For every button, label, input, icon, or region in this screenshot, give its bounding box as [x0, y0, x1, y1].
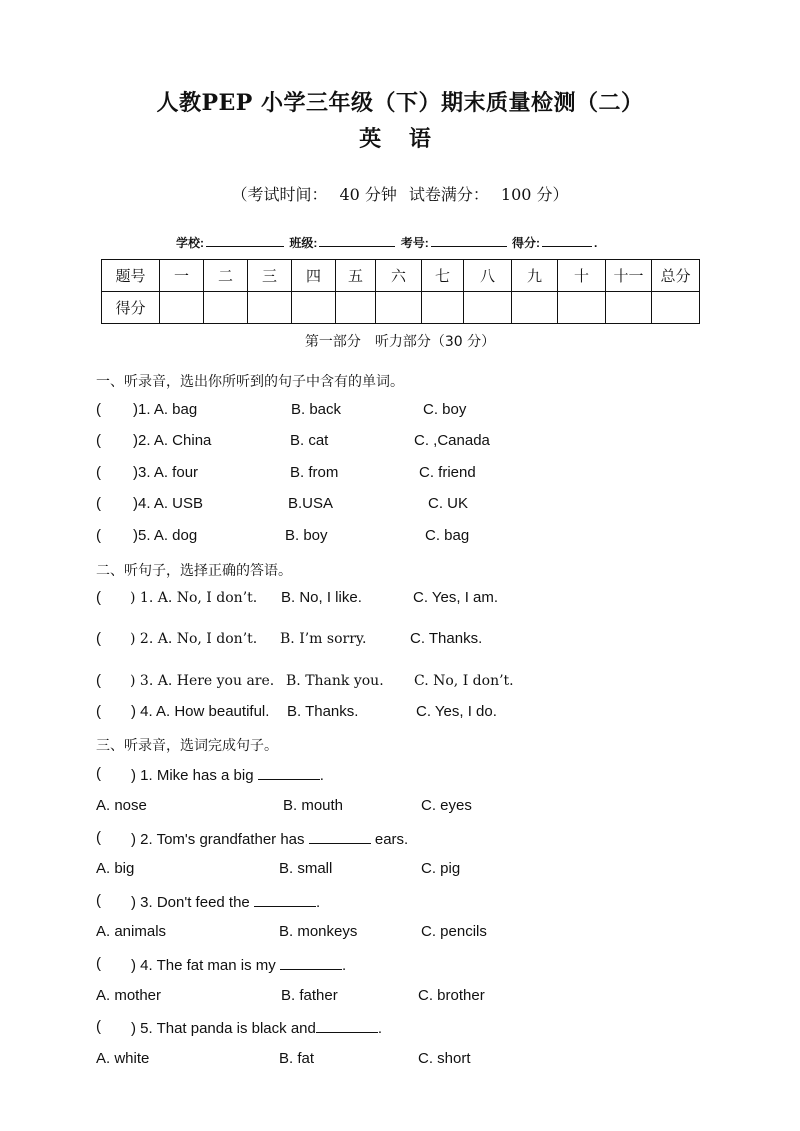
part-one-heading: 第一部分 听力部分（30 分） — [304, 334, 496, 350]
s3-q2-after: ears. — [374, 831, 409, 848]
s3-q3-opt-b: B. monkeys — [279, 923, 358, 940]
s3-q5-blank[interactable] — [316, 1018, 378, 1033]
section-2-title: 二、听句子，选择正确的答语。 — [96, 563, 292, 579]
s2-q3-a: ) 3. A. Here you are. — [130, 673, 275, 689]
s2-q2-a: ) 2. A. No, I don’t. — [130, 631, 258, 647]
score-table-header-row — [102, 260, 700, 292]
score-table-score-row — [102, 292, 700, 324]
s1-q5-c: C. bag — [425, 527, 470, 544]
score-cell[interactable] — [248, 292, 292, 324]
column-header: 十一 — [606, 260, 652, 292]
s3-q3-blank[interactable] — [254, 892, 316, 907]
s1-q2-paren[interactable]: ( — [96, 432, 101, 449]
column-header: 九 — [512, 260, 558, 292]
s2-q1-paren[interactable]: ( — [96, 589, 101, 606]
s3-q2-opt-b: B. small — [279, 860, 333, 877]
column-header: 八 — [464, 260, 512, 292]
time-prefix: （考试时间： — [231, 185, 328, 204]
s1-q4-b: B.USA — [288, 495, 334, 512]
class-field[interactable] — [319, 234, 395, 247]
column-header: 一 — [160, 260, 204, 292]
score-label: 试卷满分： — [408, 185, 489, 204]
s1-q2-c: C. ,Canada — [414, 432, 490, 449]
column-header: 四 — [292, 260, 336, 292]
s1-q3-paren[interactable]: ( — [96, 464, 101, 481]
score-row-label: 得分 — [102, 292, 160, 324]
column-header: 三 — [248, 260, 292, 292]
question-number-label: 题号 — [102, 260, 160, 292]
s3-q4-opt-b: B. father — [281, 987, 338, 1004]
s1-q5-paren[interactable]: ( — [96, 527, 101, 544]
exam-title: 人教PEP 小学三年级（下）期末质量检测（二） — [156, 90, 644, 116]
s3-q3-opt-c: C. pencils — [421, 923, 487, 940]
column-header: 二 — [204, 260, 248, 292]
exam-subject: 英 语 — [359, 126, 441, 152]
s3-q1-opt-b: B. mouth — [283, 797, 344, 814]
score-value: 100 分） — [500, 185, 569, 204]
s1-q4-a: )4. A. USB — [133, 495, 204, 512]
s1-q1-b: B. back — [291, 401, 342, 418]
s3-q1-stem — [131, 765, 324, 784]
s2-q2-b: B. I’m sorry. — [280, 631, 367, 647]
column-header: 总分 — [652, 260, 700, 292]
s2-q3-b: B. Thank you. — [286, 673, 384, 689]
s1-q4-paren[interactable]: ( — [96, 495, 101, 512]
s1-q3-a: )3. A. four — [133, 464, 199, 481]
student-info-line — [176, 234, 597, 251]
s3-q1-opt-a: A. nose — [96, 797, 147, 814]
s1-q1-c: C. boy — [423, 401, 467, 418]
s3-q4-opt-a: A. mother — [96, 987, 162, 1004]
score-cell[interactable] — [464, 292, 512, 324]
s3-q1-stem-text: ) 1. Mike has a big — [131, 767, 254, 784]
s3-q3-after: . — [315, 894, 321, 911]
column-header: 六 — [376, 260, 422, 292]
s1-q1-paren[interactable]: ( — [96, 401, 101, 418]
score-cell[interactable] — [376, 292, 422, 324]
s1-q4-c: C. UK — [428, 495, 469, 512]
s3-q2-opt-a: A. big — [96, 860, 135, 877]
s2-q2-paren[interactable]: ( — [96, 630, 101, 647]
s3-q5-opt-a: A. white — [96, 1050, 150, 1067]
school-field[interactable] — [206, 234, 284, 247]
s3-q4-paren[interactable]: ( — [96, 955, 101, 972]
s3-q4-opt-c: C. brother — [418, 987, 485, 1004]
s3-q5-opt-c: C. short — [418, 1050, 471, 1067]
score-cell[interactable] — [652, 292, 700, 324]
column-header: 十 — [558, 260, 606, 292]
score-cell[interactable] — [606, 292, 652, 324]
s3-q5-opt-b: B. fat — [279, 1050, 315, 1067]
s3-q1-opt-c: C. eyes — [421, 797, 472, 814]
s3-q2-paren[interactable]: ( — [96, 829, 101, 846]
s2-q4-paren[interactable]: ( — [96, 703, 101, 720]
s3-q1-blank[interactable] — [258, 765, 320, 780]
score-cell[interactable] — [512, 292, 558, 324]
s1-q2-b: B. cat — [290, 432, 329, 449]
section-1-title: 一、听录音，选出你所听到的句子中含有的单词。 — [96, 374, 404, 390]
s1-q5-b: B. boy — [285, 527, 328, 544]
score-cell[interactable] — [204, 292, 248, 324]
s3-q2-opt-c: C. pig — [421, 860, 461, 877]
s3-q2-blank[interactable] — [309, 829, 371, 844]
s3-q2-stem — [131, 829, 408, 848]
s3-q5-stem — [131, 1018, 382, 1037]
score-cell[interactable] — [558, 292, 606, 324]
score-field-label: 得分: — [512, 236, 541, 250]
school-label: 学校: — [176, 236, 204, 250]
s1-q2-a: )2. A. China — [133, 432, 212, 449]
s3-q2-stem-text: ) 2. Tom's grandfather has — [131, 831, 305, 848]
score-cell[interactable] — [160, 292, 204, 324]
exam-time-info — [0, 182, 800, 205]
s3-q5-paren[interactable]: ( — [96, 1018, 101, 1035]
s2-q3-c: C. No, I don’t. — [414, 673, 514, 689]
s3-q5-after: . — [377, 1020, 383, 1037]
s3-q4-after: . — [341, 957, 347, 974]
exam-no-label: 考号: — [400, 236, 429, 250]
time-value: 40 分钟 — [339, 185, 397, 204]
s2-q4-b: B. Thanks. — [287, 703, 359, 720]
s3-q3-stem-text: ) 3. Don't feed the — [131, 894, 250, 911]
score-cell[interactable] — [422, 292, 464, 324]
s2-q4-a: ) 4. A. How beautiful. — [131, 703, 270, 720]
score-cell[interactable] — [336, 292, 376, 324]
section-3-title: 三、听录音，选词完成句子。 — [96, 738, 278, 754]
s1-q3-c: C. friend — [419, 464, 476, 481]
class-label: 班级: — [289, 236, 318, 250]
s1-q1-a: )1. A. bag — [133, 401, 198, 418]
s2-q1-c: C. Yes, I am. — [413, 589, 499, 606]
s3-q5-stem-text: ) 5. That panda is black and — [131, 1020, 316, 1037]
s3-q4-blank[interactable] — [280, 955, 342, 970]
score-field[interactable] — [542, 234, 592, 247]
column-header: 五 — [336, 260, 376, 292]
s2-q1-b: B. No, I like. — [281, 589, 362, 606]
s3-q1-after: . — [319, 767, 324, 784]
s3-q3-opt-a: A. animals — [96, 923, 167, 940]
s3-q4-stem — [131, 955, 346, 974]
s2-q2-c: C. Thanks. — [410, 630, 483, 647]
info-end-dot: . — [594, 236, 598, 250]
s3-q1-paren[interactable]: ( — [96, 765, 101, 782]
s1-q5-a: )5. A. dog — [133, 527, 198, 544]
exam-no-field[interactable] — [431, 234, 507, 247]
s2-q1-a: ) 1. A. No, I don’t. — [130, 590, 258, 606]
s3-q3-stem — [131, 892, 320, 911]
s3-q3-paren[interactable]: ( — [96, 892, 101, 909]
column-header: 七 — [422, 260, 464, 292]
s2-q3-paren[interactable]: ( — [96, 672, 101, 689]
s1-q3-b: B. from — [290, 464, 339, 481]
score-table — [101, 259, 700, 324]
score-cell[interactable] — [292, 292, 336, 324]
s2-q4-c: C. Yes, I do. — [416, 703, 497, 720]
s3-q4-stem-text: ) 4. The fat man is my — [131, 957, 276, 974]
